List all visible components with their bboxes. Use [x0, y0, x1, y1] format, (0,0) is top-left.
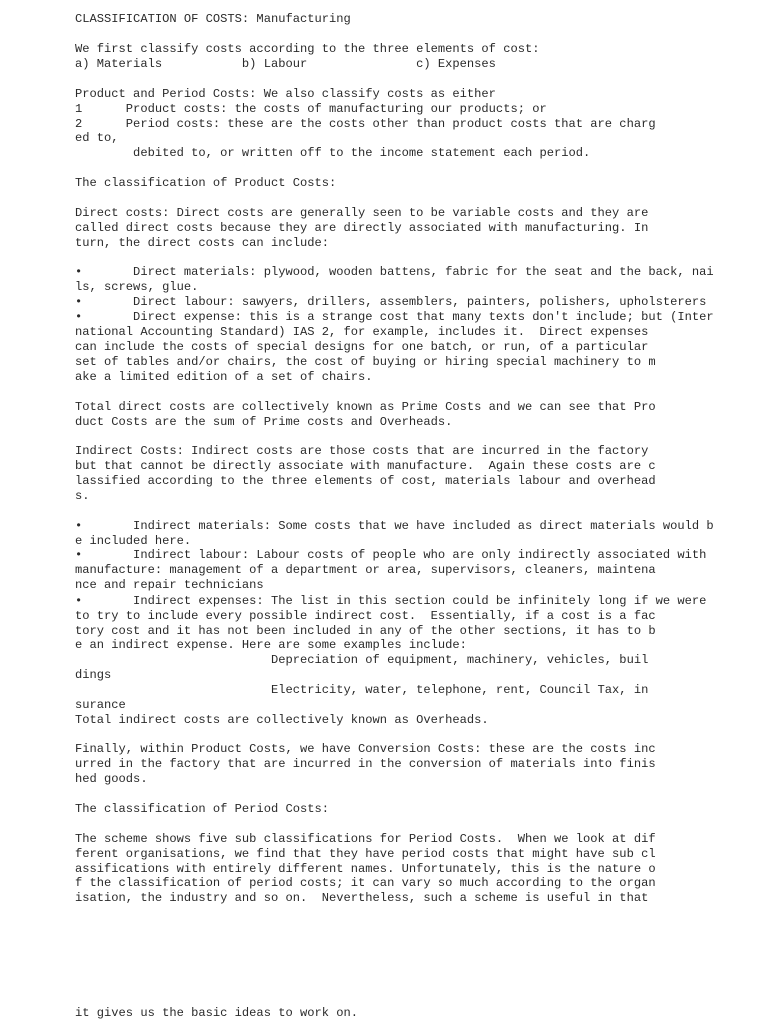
text-line: Electricity, water, telephone, rent, Council Tax, in	[75, 683, 649, 697]
text-line: national Accounting Standard) IAS 2, for example, includes it. Direct expenses	[75, 325, 649, 339]
bullet-item: • Indirect expenses: The list in this section could be infinitely long if we were	[75, 594, 707, 608]
text-line: Direct costs: Direct costs are generally seen to be variable costs and they are	[75, 206, 649, 220]
text-line: 2 Period costs: these are the costs other than product costs that are charg	[75, 117, 656, 131]
text-line: duct Costs are the sum of Prime costs and Overheads.	[75, 415, 453, 429]
text-line: hed goods.	[75, 772, 148, 786]
text-line: Total direct costs are collectively known as Prime Costs and we can see that Pro	[75, 400, 656, 414]
text-line: nce and repair technicians	[75, 578, 264, 592]
text-line: Indirect Costs: Indirect costs are those costs that are incurred in the factory	[75, 444, 649, 458]
section-heading: Product and Period Costs: We also classify costs as either	[75, 87, 496, 101]
section-heading: The classification of Product Costs:	[75, 176, 337, 190]
text-line: Total indirect costs are collectively known as Overheads.	[75, 713, 489, 727]
text-line: ls, screws, glue.	[75, 280, 199, 294]
text-line: it gives us the basic ideas to work on.	[75, 1006, 359, 1020]
text-line: surance	[75, 698, 126, 712]
text-line: isation, the industry and so on. Nevertheless, such a scheme is useful in that	[75, 891, 649, 905]
text-line: can include the costs of special designs for one batch, or run, of a particular	[75, 340, 649, 354]
bullet-item: • Indirect materials: Some costs that we have included as direct materials would b	[75, 519, 714, 533]
text-line: turn, the direct costs can include:	[75, 236, 330, 250]
text-line: manufacture: management of a department or area, supervisors, cleaners, maintena	[75, 563, 656, 577]
text-line: ed to,	[75, 131, 119, 145]
text-line: The scheme shows five sub classifications for Period Costs. When we look at dif	[75, 832, 656, 846]
text-line: s.	[75, 489, 90, 503]
text-line: Depreciation of equipment, machinery, vehicles, buil	[75, 653, 649, 667]
bullet-item: • Direct materials: plywood, wooden battens, fabric for the seat and the back, nai	[75, 265, 714, 279]
document-title: CLASSIFICATION OF COSTS: Manufacturing	[75, 12, 351, 26]
text-line: ake a limited edition of a set of chairs.	[75, 370, 373, 384]
text-line: set of tables and/or chairs, the cost of buying or hiring special machinery to m	[75, 355, 656, 369]
text-line: lassified according to the three elements of cost, materials labour and overhead	[75, 474, 656, 488]
text-line: ferent organisations, we find that they have period costs that might have sub cl	[75, 847, 656, 861]
bullet-item: • Indirect labour: Labour costs of people who are only indirectly associated with	[75, 548, 707, 562]
bullet-item: • Direct labour: sawyers, drillers, assemblers, painters, polishers, upholsterers	[75, 295, 707, 309]
text-line: 1 Product costs: the costs of manufacturing our products; or	[75, 102, 547, 116]
text-line: dings	[75, 668, 112, 682]
text-line: We first classify costs according to the three elements of cost:	[75, 42, 540, 56]
section-heading: The classification of Period Costs:	[75, 802, 330, 816]
text-line: Finally, within Product Costs, we have Conversion Costs: these are the costs inc	[75, 742, 656, 756]
text-line: urred in the factory that are incurred in the conversion of materials into finis	[75, 757, 656, 771]
bullet-item: • Direct expense: this is a strange cost that many texts don't include; but (Inter	[75, 310, 714, 324]
text-line: f the classification of period costs; it can vary so much according to the organ	[75, 876, 656, 890]
text-line: e included here.	[75, 534, 192, 548]
text-line: called direct costs because they are directly associated with manufacturing. In	[75, 221, 649, 235]
text-line: e an indirect expense. Here are some examples include:	[75, 638, 467, 652]
text-line: assifications with entirely different names. Unfortunately, this is the nature o	[75, 862, 656, 876]
text-line: debited to, or written off to the income statement each period.	[75, 146, 591, 160]
text-line: to try to include every possible indirect cost. Essentially, if a cost is a fac	[75, 609, 656, 623]
text-line: but that cannot be directly associate with manufacture. Again these costs are c	[75, 459, 656, 473]
text-line: a) Materials b) Labour c) Expenses	[75, 57, 496, 71]
text-line: tory cost and it has not been included in any of the other sections, it has to b	[75, 624, 656, 638]
